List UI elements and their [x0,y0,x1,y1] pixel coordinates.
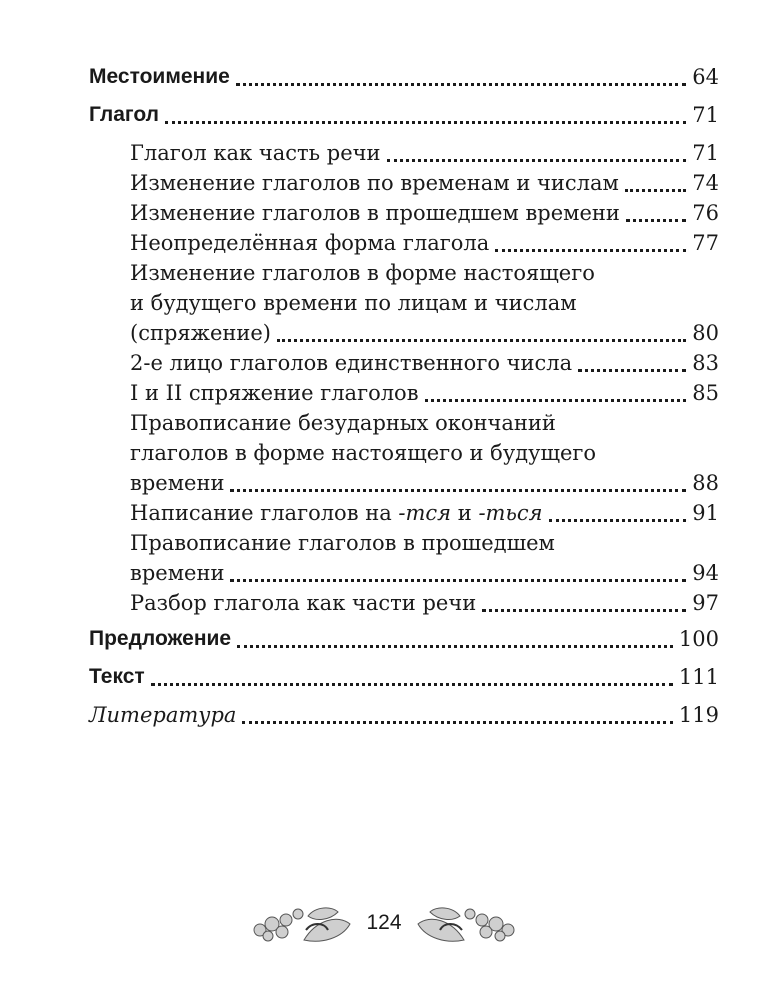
toc-entry [89,228,719,258]
dot-leader [165,121,686,124]
toc-entry-label: и будущего времени по лицам и числам [130,291,577,315]
dot-leader [236,83,686,86]
toc-page-number: 100 [678,627,719,651]
toc-entry [89,168,719,198]
dot-leader [237,645,673,648]
toc-entry [89,378,719,408]
toc-entry-label: Глагол как часть речи [130,141,381,165]
toc-entry-label: Предложение [89,627,232,650]
toc-entry [89,198,719,228]
toc-page-number: 64 [692,65,719,89]
dot-leader [625,189,686,192]
toc-entry-label: Правописание глаголов в прошедшем [130,531,555,555]
toc-page-number: 71 [692,103,719,127]
toc-page-number: 77 [692,231,719,255]
toc-entry-label: Изменение глаголов в форме настоящего [130,261,595,285]
toc-entry [89,100,719,130]
toc-entry-label: Местоимение [89,65,230,88]
toc-entry [89,408,719,438]
toc-entry-label: времени [130,471,225,495]
toc-entry [89,138,719,168]
toc-entry-label: Литература [89,703,237,727]
suffix-tsya: -тся [398,501,452,525]
dot-leader [626,219,686,222]
toc-page-number: 83 [692,351,719,375]
toc-entry [89,558,719,588]
toc-entry-label: 2-е лицо глаголов единственного числа [130,351,573,375]
toc-page-number: 91 [692,501,719,525]
toc-entry-label: времени [130,561,225,585]
toc-entry [89,498,719,528]
toc-entry [89,624,719,654]
dot-leader [425,399,687,402]
toc-entry-label: Текст [89,665,145,688]
toc-entry [89,62,719,92]
toc-entry-label: Неопределённая форма глагола [130,231,490,255]
toc-page-number: 80 [692,321,719,345]
table-of-contents [89,62,719,738]
label-text: и [451,501,479,525]
label-text: Написание глаголов на [130,501,399,525]
toc-entry-label [130,498,543,528]
toc-entry [89,258,719,288]
toc-entry [89,438,719,468]
toc-entry [89,288,719,318]
dot-leader [578,369,686,372]
toc-entry-label: Изменение глаголов в прошедшем времени [130,201,620,225]
dot-leader [482,609,686,612]
page-number: 124 [366,911,402,934]
toc-entry-label: I и II спряжение глаголов [130,381,419,405]
toc-entry-label: глаголов в форме настоящего и будущего [130,441,597,465]
toc-page-number: 94 [692,561,719,585]
toc-entry [89,348,719,378]
toc-page-number: 85 [692,381,719,405]
toc-entry [89,588,719,618]
toc-page-number: 119 [678,703,719,727]
toc-entry-label: Разбор глагола как части речи [130,591,477,615]
dot-leader [151,683,673,686]
dot-leader [277,339,686,342]
toc-entry [89,662,719,692]
toc-entry [89,318,719,348]
toc-entry [89,468,719,498]
toc-entry-label: Правописание безударных окончаний [130,411,556,435]
toc-entry [89,700,719,730]
page-footer [0,898,768,948]
dot-leader [230,489,686,492]
dot-leader [230,579,686,582]
leaf-ornament-icon [246,900,356,946]
dot-leader [549,519,687,522]
dot-leader [242,721,672,724]
toc-entry [89,528,719,558]
toc-page-number: 76 [692,201,719,225]
dot-leader [495,249,686,252]
toc-entry-label: (спряжение) [130,321,272,345]
toc-page-number: 74 [692,171,719,195]
suffix-tsya: -ться [478,501,543,525]
toc-entry-label: Глагол [89,103,159,126]
toc-page-number: 88 [692,471,719,495]
dot-leader [387,159,687,162]
toc-page-number: 97 [692,591,719,615]
leaf-ornament-icon [412,900,522,946]
toc-entry-label: Изменение глаголов по временам и числам [130,171,619,195]
toc-page-number: 111 [678,665,719,689]
toc-page-number: 71 [692,141,719,165]
